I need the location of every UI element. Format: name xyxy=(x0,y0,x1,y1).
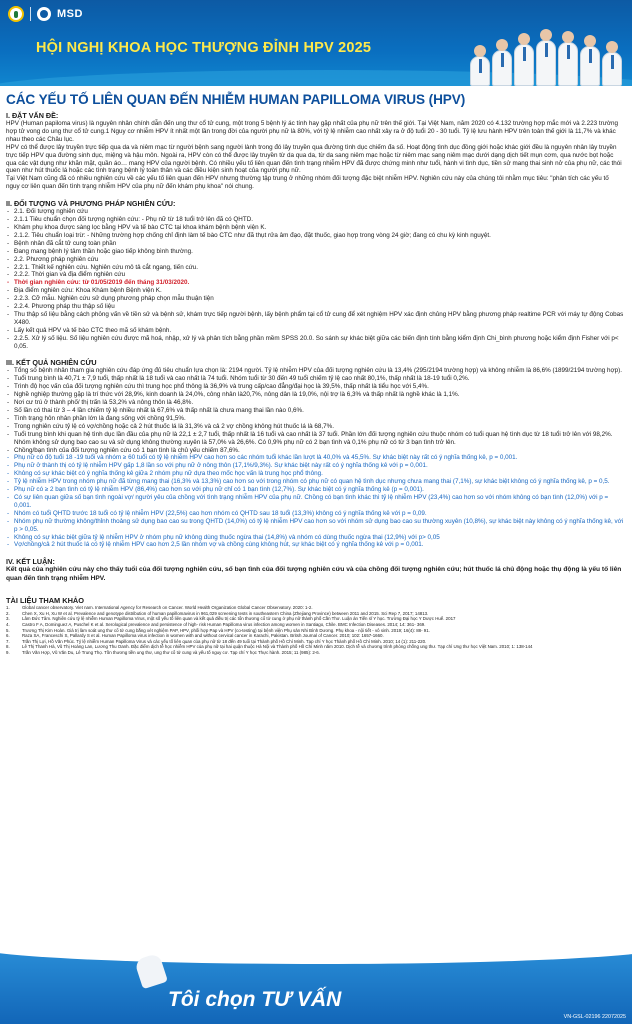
list-item: - Phụ nữ có độ tuổi 18 -19 tuổi và nhóm ≥ 60 tuổi có tỷ lệ nhiễm HPV cao hơn so các nhóm tuổi khác lần lượt là 40,0% và 45,5%. Sự khác biệt này rất có ý nghĩa thống kê, p = 0,001. xyxy=(6,454,624,462)
list-item: - 2.2.5. Xử lý số liệu. Số liệu nghiên cứu được mã hoá, nhập, xử lý và phân tích bằng phần mềm SPSS 20.0. So sánh sự khác biệt giữa các biến định tính bằng kiểm định Chi_bình phương hoặc kiểm định Fisher với p< 0,05. xyxy=(6,335,624,351)
list-item: - Số lần có thai từ 3 – 4 lần chiếm tỷ lệ nhiều nhất là 67,6% và thấp nhất là chưa mang thai lần nào 0,6%. xyxy=(6,407,624,415)
list-item: - 2.1.1 Tiêu chuẩn chọn đối tượng nghiên cứu: - Phụ nữ từ 18 tuổi trở lên đã có QHTD. xyxy=(6,216,624,224)
conference-header xyxy=(0,0,632,86)
reference-number: 2. xyxy=(6,610,10,616)
list-item: - 2.2.2. Thời gian và địa điểm nghiên cứu xyxy=(6,271,624,279)
reference-number: 1. xyxy=(6,605,10,611)
list-item: - Lấy kết quả HPV và tế bào CTC theo mã số khám bệnh. xyxy=(6,327,624,335)
section-2-heading: II. ĐỐI TƯỢNG VÀ PHƯƠNG PHÁP NGHIÊN CỨU: xyxy=(6,199,176,209)
section-3-list xyxy=(6,367,624,549)
list-item: - Chồng/bạn tình của đối tượng nghiên cứu có 1 bạn tình là chủ yếu chiếm 87,6%. xyxy=(6,447,624,455)
list-item: - Không có sự khác biệt có ý nghĩa thống kê giữa 2 nhóm phụ nữ dựa theo mốc học vấn là trung học phổ thông. xyxy=(6,470,624,478)
reference-text: Global cancer observatory. Viet nam. International Agency for Research on Cancer. World Health Organization Global Cancer Observatory. 2020: 1-2. xyxy=(22,605,313,611)
list-item: - 2.1.2. Tiêu chuẩn loại trừ: - Những trường hợp chống chỉ định làm tế bào CTC như đã thụt rửa âm đạo, đặt thuốc, giao hợp trong vòng 24 giờ; đang có chu kỳ kinh nguyệt. xyxy=(6,232,624,240)
section-3-heading: III. KẾT QUẢ NGHIÊN CỨU xyxy=(6,358,97,368)
poster-content xyxy=(6,111,624,655)
list-item: - Không có sự khác biệt giữa tỷ lệ nhiễm HPV ở nhóm phụ nữ không dùng thuốc ngừa thai (14,8%) và nhóm có dùng thuốc ngừa thai (12,9%) với p> 0,05 xyxy=(6,534,624,542)
reference-number: 7. xyxy=(6,638,10,644)
reference-text: Raza SA, Franceschi S, Pallardy S et al. Human Papilloma virus infection in women with and without cervical cancer in Karachi, Pakistan. Britsh Journal of Cancer. 2010; 102: 1657-1660. xyxy=(22,633,384,639)
list-item: - Thu thập số liệu bằng cách phỏng vấn về tiền sử và bệnh sử, khám trực tiếp người bệnh, lấy bệnh phẩm tại cổ tử cung để xét nghiệm HPV xác định chủng HPV bằng phương pháp realtime PCR với máy tự động Cobas X480. xyxy=(6,311,624,327)
list-item: - Nghề nghiệp thường gặp là trí thức với 28,9%, kinh doanh là 24,0%, công nhân là20,7%, nông dân là 19,0%, nội trợ là 6,3% và thấp nhất là nghề khác là 1,1%. xyxy=(6,391,624,399)
list-item: - Có sự liên quan giữa số bạn tình ngoài vợ/ người yêu của chồng với tình trạng nhiễm HPV của phụ nữ. Chồng có bạn tình khác thì tỷ lệ nhiễm HPV (23,4%) cao hơn so với nhóm không có bạn tình (12,0%) với p = 0,001. xyxy=(6,494,624,510)
list-item: - Tuổi trung bình khi quan hệ tình dục lần đầu của phụ nữ là 22,1 ± 2,7 tuổi, thấp nhất là 16 tuổi và cao nhất là 37 tuổi. Phần lớn đối tượng nghiên cứu thuộc nhóm có tuổi quan hệ tình dục từ 18 tuổi trở lên với 98,2%. Nhóm không sử dụng bao cao su và sử dụng không thường xuyên là 57,0% và 26,6%. Có 0,9% phụ nữ có 2 bạn tình và 0,1% phụ nữ có từ 3 bạn tình trở lên. xyxy=(6,431,624,447)
footer-banner xyxy=(0,946,632,1024)
paragraph: HPV có thể được lây truyền trực tiếp qua da và niêm mạc từ người bệnh sang người lành trong đó lây truyền qua đường tình dục chiếm đa số. Hoạt động tình dục đồng giới hoặc khác giới đều là nguyên nhân lây truyền trực tiếp HPV qua đường sinh dục, miệng và hậu môn. Ngoài ra, HPV còn có thể được lây truyền từ da qua da, từ da sang niêm mạc hoặc từ niêm mạc sang niêm mạc dưới dạng dịch tiết mụn cơm, qua nước bọt hoặc qua các vật dụng như khăn mặt, quần áo… mang HPV của người bệnh. Có nhiều yếu tố liên quan đến tình trạng nhiễm HPV đã được chứng minh như tuổi, hành vi tình dục, tiền sử mang thai sinh nở của phụ nữ, các thói quen như hút thuốc lá hoặc các tình trạng bệnh lý toàn thân và các điều kiện sinh hoạt của người phụ nữ. xyxy=(6,143,622,175)
reference-item xyxy=(6,650,624,656)
list-item: - 2.1. Đối tượng nghiên cứu xyxy=(6,208,624,216)
list-item: - Phụ nữ ở thành thị có tỷ lệ nhiễm HPV gấp 1,8 lần so với phụ nữ ở nông thôn (17,1%/9,3%). Sự khác biệt này rất có ý nghĩa thống kê với p = 0,001. xyxy=(6,462,624,470)
list-item: - Tổng số bệnh nhân tham gia nghiên cứu đáp ứng đủ tiêu chuẩn lựa chọn là: 2194 người. Tỷ lệ nhiễm HPV của đối tượng nghiên cứu là 13,4% (295/2194 trường hợp) và không nhiễm là 86,6% (1899/2194 trường hợp). xyxy=(6,367,624,375)
hospital-logo-icon xyxy=(8,6,24,22)
list-item: - Nhóm có tuổi QHTD trước 18 tuổi có tỷ lệ nhiễm HPV (22,5%) cao hơn nhóm có QHTD sau 18 tuổi (13,3%) không có ý nghĩa thống kê với p = 0,09. xyxy=(6,510,624,518)
list-item: - Phụ nữ có ≥ 2 bạn tình có tỷ lệ nhiễm HPV (86,4%) cao hơn so với phụ nữ chỉ có 1 bạn tình (12,7%). Sự khác biệt có ý nghĩa thống kê (p = 0,001). xyxy=(6,486,624,494)
poster-title: CÁC YẾU TỐ LIÊN QUAN ĐẾN NHIỄM HUMAN PAPILLOMA VIRUS (HPV) xyxy=(6,92,466,107)
list-item: - Trình độ học vấn của đối tượng nghiên cứu thì trung học phổ thông là 36,9% và trung cấp/cao đẳng/đại học là 39,5%, thấp nhất là tiểu học với 5,4%. xyxy=(6,383,624,391)
reference-number: 9. xyxy=(6,649,10,655)
section-1-body xyxy=(6,120,624,191)
list-item: - Tỷ lệ nhiễm HPV trong nhóm phụ nữ đã từng mang thai (16,3% và 13,3%) cao hơn so với trong nhóm có phụ nữ có quan hệ tình dục nhưng chưa mang thai (7,1%), sự khác biệt không có ý nghĩa thống kê, p = 0,5. xyxy=(6,478,624,486)
reference-number: 4. xyxy=(6,621,10,627)
reference-text: Lê Thị Thanh Hà, Vũ Thị Hoàng Lan, Lương Thu Oanh. Đặc điểm dịch tễ học nhiễm HPV của phụ nữ tại hai quận thuộc Hà Nội và Thành phố Hồ Chí Minh năm 2010. Dịch tễ và chương trình phòng chống ung thư. Tạp chí Ung thư học Việt Nam. 2010; 1: 138-144 xyxy=(22,644,533,650)
document-code: VN-GSL-02196 22072025 xyxy=(563,1014,626,1020)
reference-number: 5. xyxy=(6,627,10,633)
reference-text: Chen X, Xu H, Xu W et al. Prevalence and genotype distribution of human papillomavirus in 961,029 screening tests in southeastern China (Zhejiang Province) between 2011 and 2015. Sci Rep 7, 2017; 14813. xyxy=(22,610,429,616)
brand-name: MSD xyxy=(57,8,83,20)
list-item: - 2.2.1. Thiết kế nghiên cứu. Nghiên cứu mô tả cắt ngang, tiến cứu. xyxy=(6,264,624,272)
list-item: - Tuổi trung bình là 40,71 ± 7,9 tuổi, thấp nhất là 18 tuổi và cao nhất là 74 tuổi. Nhóm tuổi từ 30 đến 49 tuổi chiếm tỷ lệ cao nhất 80,1%, thấp nhất là 18-19 tuổi 0,2%. xyxy=(6,375,624,383)
list-item: - Thời gian nghiên cứu: từ 01/05/2019 đến tháng 31/03/2020. xyxy=(6,279,624,287)
reference-text: Trương Thị Kim Hoàn. Giá trị làm soát ung thư cổ tử cung bằng xét nghiệm PAP, HPV, phối hợp Pap và HPV (co-testing) tại bệnh viện Phụ sản Nhi Bình Dương. Phụ khoa - nội tiết - vô sinh. 2019; 16(4): 88- 91. xyxy=(22,627,430,633)
list-item: - 2.2.4. Phương pháp thu thập số liệu xyxy=(6,303,624,311)
reference-text: Trần Văn Hợp, Vũ Văn Du, Lê Trung Thọ. Tồn thương tiền ung thư, ung thư cổ tử cung và yếu tố nguy cơ. Tạp chí Y học Thực hành. 2015; 11 (985): 2-6. xyxy=(22,649,320,655)
section-2-list xyxy=(6,208,624,350)
paragraph: HPV (Human papiloma virus) là nguyên nhân chính dẫn đến ung thư cổ tử cung, một trong 5 bệnh lý ác tính hay gặp nhất của phụ nữ trên thế giới. Tại Việt Nam, năm 2020 có 4.132 trường hợp mắc mới và 2.223 trường hợp tử vong do ung thư cổ tử cung.1 Nguy cơ nhiễm HPV ít nhất một lần trong đời của người phụ nữ là 80%, với tỷ lệ nhiễm cao nhất xảy ra ở độ tuổi 20 - 30 tuổi. Tỷ lệ lưu hành HPV trên toàn thế giới là 11,7% và khác nhau theo các Châu lục. xyxy=(6,120,619,143)
msd-logo-icon xyxy=(37,7,51,21)
footer-arc-decoration xyxy=(0,946,632,964)
logo-bar xyxy=(8,6,83,22)
references-list xyxy=(6,605,624,655)
reference-text: Castro F A, Dominguez A, Puschel K et al. Serological prevalence and persistence of high- risk Human Papilloma virus infection among women in Santiago, Chile. BMC Infection Diseases. 2014; 14: 361- 369. xyxy=(22,621,426,627)
list-item: - Tình trạng hôn nhân phần lớn là đang sống với chồng 91,5%. xyxy=(6,415,624,423)
reference-number: 8. xyxy=(6,644,10,650)
list-item: - Nhóm phụ nữ thường không/thỉnh thoảng sử dụng bao cao su trong QHTD (14,0%) có tỷ lệ nhiễm HPV cao hơn so với nhóm sử dụng bao cao su thường xuyên (10,8%), sự khác biệt này không có ý nghĩa thống kê, với p > 0,05. xyxy=(6,518,624,534)
list-item: - Vợ/chồng/cả 2 hút thuốc lá có tỷ lệ nhiễm HPV cao hơn 2,5 lần nhóm vợ và chồng cùng không hút, sự khác biệt có ý nghĩa thống kê với p = 0,001. xyxy=(6,541,624,549)
reference-number: 6. xyxy=(6,633,10,639)
list-item: - Địa điểm nghiên cứu: Khoa Khám bệnh Bệnh viện K. xyxy=(6,287,624,295)
section-4-heading: IV. KẾT LUẬN: xyxy=(6,557,55,567)
paragraph: Tại Việt Nam cũng đã có nhiều nghiên cứu về các yếu tố liên quan đến HPV nhưng thường tập trung ở những nhóm đối tượng đặc biệt nhiễm HPV. Nghiên cứu này của chúng tôi nhằm mục tiêu: "phân tích các yếu tố nguy cơ liên quan đến tình trạng nhiễm HPV của phụ nữ đến khám phụ khoa" nói chung. xyxy=(6,175,609,191)
references-heading: TÀI LIỆU THAM KHẢO xyxy=(6,596,85,606)
list-item: - Trong nghiên cứu tỷ lệ có vợ/chồng hoặc cả 2 hút thuốc lá là 31,3% và cả 2 vợ chồng không hút thuốc lá là 68,7%. xyxy=(6,423,624,431)
doctors-illustration xyxy=(470,18,630,86)
list-item: - 2.2.3. Cỡ mẫu. Nghiên cứu sử dụng phương pháp chọn mẫu thuận tiện xyxy=(6,295,624,303)
list-item: - Đang mang bệnh lý tâm thần hoặc giao tiếp không bình thường. xyxy=(6,248,624,256)
reference-text: Trần Thị Lợi, Hồ Văn Phúc. Tỷ lệ nhiễm Human Papilloma Virus và các yếu tố liên quan của phụ nữ từ 18 đến 49 tuổi tại Thành phố Hồ Chí Minh. Tạp chí Y học Thành phố Hồ Chí Minh. 2010; 14 (1): 211-220. xyxy=(22,638,427,644)
list-item: - 2.2. Phương pháp nghiên cứu xyxy=(6,256,624,264)
conference-title: HỘI NGHỊ KHOA HỌC THƯỢNG ĐỈNH HPV 2025 xyxy=(36,40,372,56)
section-1-heading: I. ĐẶT VẤN ĐỀ: xyxy=(6,111,59,120)
logo-divider xyxy=(30,7,31,21)
list-item: - Nơi cư trú ở thành phố/ thị trấn là 53,2% và nông thôn là 46,8%. xyxy=(6,399,624,407)
list-item: - Khám phụ khoa được sàng lọc bằng HPV và tế bào CTC tại khoa khám bệnh bệnh viện K. xyxy=(6,224,624,232)
reference-number: 3. xyxy=(6,616,10,622)
reference-text: Lâm Đức Tâm. Nghiên cứu tỷ lệ nhiễm Human Papilloma Virus, một số yếu tố liên quan và kết quả điều trị các tổn thương cổ tử cung ở phụ nữ thành phố Cần Thơ. Luận án Tiến sĩ Y học. Trường Đại học Y Dược Huế. 2017 xyxy=(22,616,456,622)
footer-slogan: Tôi chọn TƯ VẤN xyxy=(168,988,342,1011)
list-item: - Bệnh nhân đã cắt tử cung toàn phần xyxy=(6,240,624,248)
conclusion-text: Kết quả của nghiên cứu này cho thấy tuổi của đối tượng nghiên cứu, số bạn tình của đối tượng nghiên cứu và của chồng đối tượng nghiên cứu; hút thuốc lá chủ động hoặc thụ động là yếu tố liên quan đến tình trạng nhiễm HPV. xyxy=(6,566,622,582)
